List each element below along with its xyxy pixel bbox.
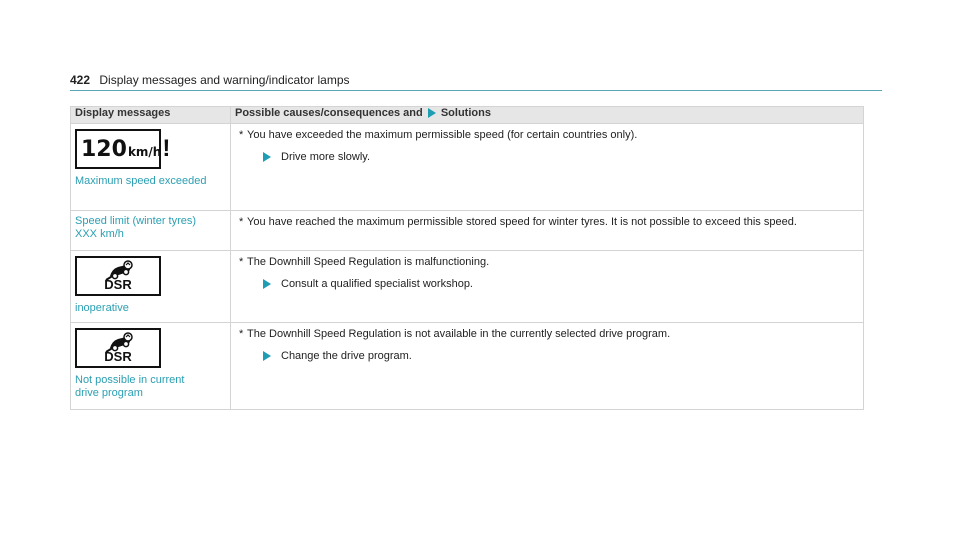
cause-text: * The Downhill Speed Regulation is malfunctioning. [239,256,490,268]
table-row [71,251,864,323]
col-header-causes-solutions: Possible causes/consequences and Solutions [231,107,864,124]
message-cell [71,251,231,323]
display-messages-table [70,106,864,410]
message-cell [71,211,231,251]
message-label-cont: drive program [75,387,143,399]
message-label-value: XXX km/h [75,228,124,240]
table-row [71,124,864,211]
cause-cell [231,124,864,211]
dsr-icon: DSR [75,328,161,368]
message-cell [71,323,231,410]
page-title: Display messages and warning/indicator lamps [99,73,350,87]
dsr-icon: DSR [75,256,161,296]
table-row [71,211,864,251]
message-label: Not possible in current [75,374,185,386]
message-label: Speed limit (winter tyres) [75,215,197,227]
solution-arrow-icon [263,351,271,361]
page-number: 422 [70,73,91,87]
page-header [70,73,882,91]
solution-item: Consult a qualified specialist workshop. [263,277,859,291]
message-cell [71,124,231,211]
message-label: Maximum speed exceeded [75,175,207,187]
cause-cell [231,211,864,251]
cause-cell [231,251,864,323]
cause-text: * The Downhill Speed Regulation is not available in the currently selected drive program. [239,328,671,340]
message-label: inoperative [75,302,129,314]
solution-arrow-icon [428,108,436,118]
cause-text: * You have reached the maximum permissible stored speed for winter tyres. It is not possible to exceed this speed. [239,216,797,228]
solution-item: Drive more slowly. [263,150,859,164]
cause-text: * You have exceeded the maximum permissible speed (for certain countries only). [239,129,638,141]
cause-cell [231,323,864,410]
col-header-display-messages: Display messages [71,107,231,124]
speed-warning-icon: 120 km/h ! [75,129,161,169]
solution-arrow-icon [263,279,271,289]
table-row [71,323,864,410]
solution-arrow-icon [263,152,271,162]
solution-item: Change the drive program. [263,349,859,363]
table-header-row [71,107,864,124]
